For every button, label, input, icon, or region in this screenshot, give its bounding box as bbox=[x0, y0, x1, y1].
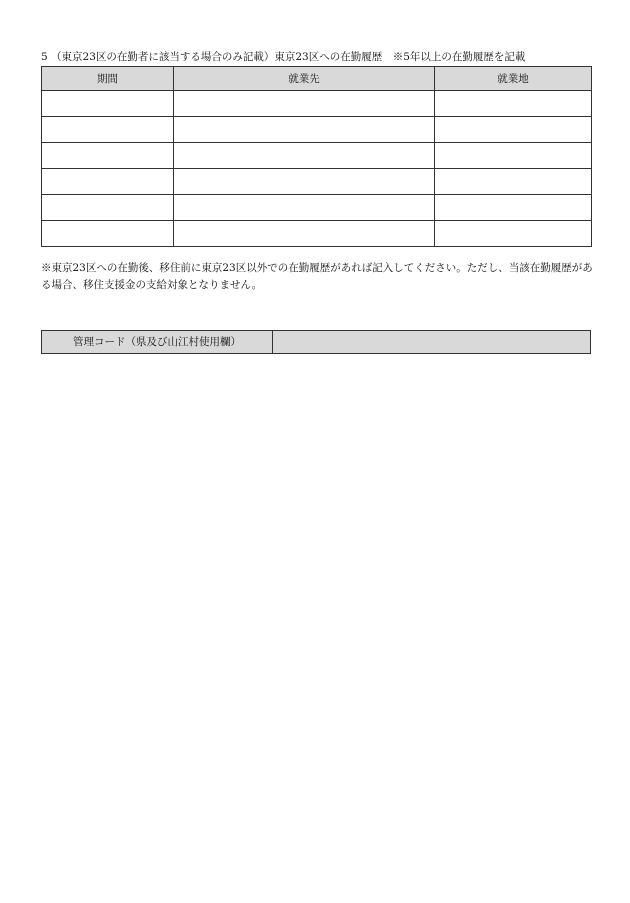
employer-cell[interactable] bbox=[174, 117, 435, 143]
admin-code-field[interactable] bbox=[273, 331, 590, 353]
location-cell[interactable] bbox=[435, 169, 592, 195]
employer-cell[interactable] bbox=[174, 91, 435, 117]
table-row bbox=[42, 143, 592, 169]
period-cell[interactable] bbox=[42, 117, 174, 143]
table-row bbox=[42, 117, 592, 143]
period-cell[interactable] bbox=[42, 169, 174, 195]
section-5-heading: 5 （東京23区の在勤者に該当する場合のみ記載）東京23区への在勤履歴 ※5年以上の在勤履歴を記載 bbox=[41, 51, 526, 63]
location-cell[interactable] bbox=[435, 195, 592, 221]
column-header-employer: 就業先 bbox=[174, 67, 435, 91]
table-header-row bbox=[42, 67, 592, 91]
admin-code-box bbox=[41, 330, 591, 354]
period-cell[interactable] bbox=[42, 195, 174, 221]
admin-code-label: 管理コード（県及び山江村使用欄） bbox=[42, 331, 273, 353]
location-cell[interactable] bbox=[435, 91, 592, 117]
employer-cell[interactable] bbox=[174, 195, 435, 221]
column-header-period: 期間 bbox=[42, 67, 174, 91]
column-header-location: 就業地 bbox=[435, 67, 592, 91]
work-history-table bbox=[41, 66, 592, 247]
employer-cell[interactable] bbox=[174, 221, 435, 247]
period-cell[interactable] bbox=[42, 221, 174, 247]
work-history-note: ※東京23区への在勤後、移住前に東京23区以外での在勤履歴があれば記入してください。ただし、当該在勤履歴がある場合、移住支援金の支給対象となりません。 bbox=[41, 262, 593, 291]
table-row bbox=[42, 169, 592, 195]
location-cell[interactable] bbox=[435, 221, 592, 247]
employer-cell[interactable] bbox=[174, 143, 435, 169]
period-cell[interactable] bbox=[42, 143, 174, 169]
table-row bbox=[42, 91, 592, 117]
employer-cell[interactable] bbox=[174, 169, 435, 195]
location-cell[interactable] bbox=[435, 143, 592, 169]
table-row bbox=[42, 221, 592, 247]
period-cell[interactable] bbox=[42, 91, 174, 117]
location-cell[interactable] bbox=[435, 117, 592, 143]
table-row bbox=[42, 195, 592, 221]
